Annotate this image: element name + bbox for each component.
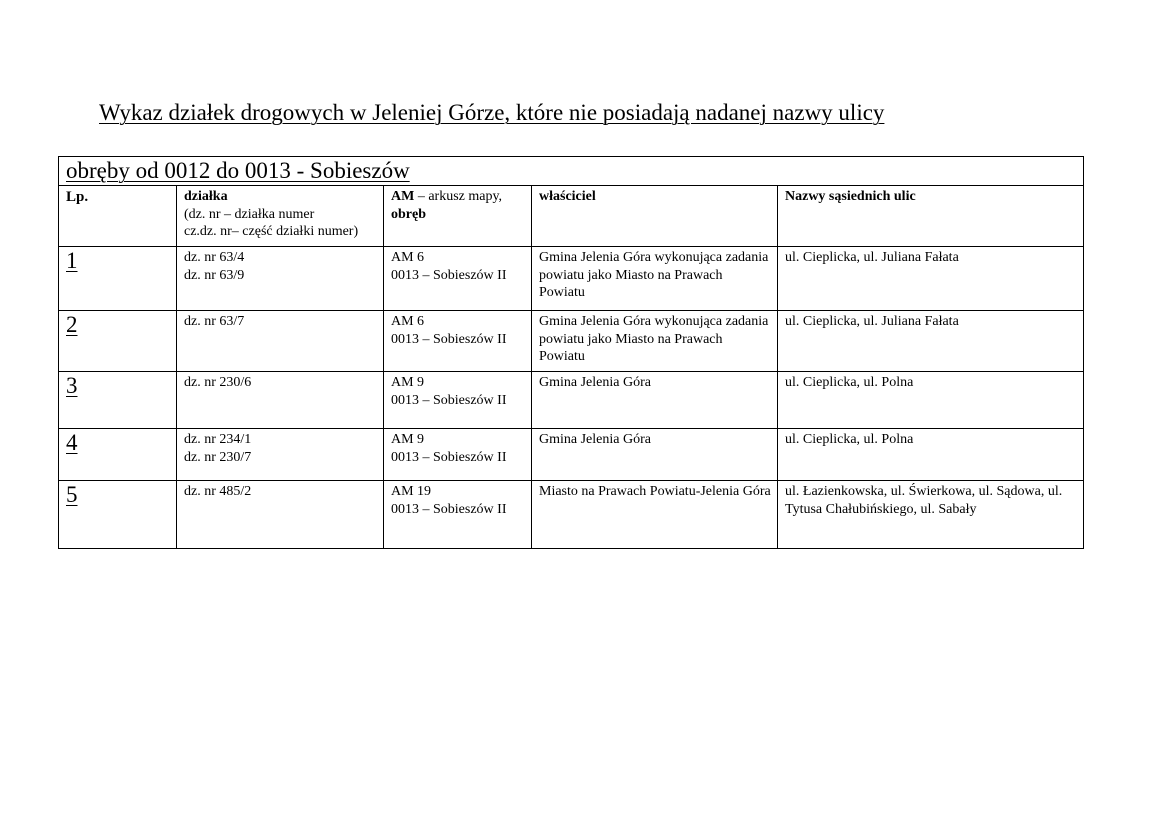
map-sheet-precinct: AM 9 0013 – Sobieszów II xyxy=(384,429,532,481)
row-number: 3 xyxy=(59,372,177,429)
table-row xyxy=(59,247,1084,311)
header-owner: właściciel xyxy=(532,186,778,247)
section-row xyxy=(59,157,1084,186)
header-am-obreb: AM – arkusz mapy, obręb xyxy=(384,186,532,247)
owner: Gmina Jelenia Góra xyxy=(532,429,778,481)
row-number: 1 xyxy=(59,247,177,311)
owner: Gmina Jelenia Góra xyxy=(532,372,778,429)
header-row xyxy=(59,186,1084,247)
header-dzialka: działka (dz. nr – działka numer cz.dz. nr– część działki numer) xyxy=(177,186,384,247)
plot-numbers: dz. nr 63/4 dz. nr 63/9 xyxy=(177,247,384,311)
map-sheet-precinct: AM 6 0013 – Sobieszów II xyxy=(384,247,532,311)
owner: Miasto na Prawach Powiatu-Jelenia Góra xyxy=(532,481,778,549)
table-row xyxy=(59,372,1084,429)
table-row xyxy=(59,311,1084,372)
neighbouring-streets: ul. Cieplicka, ul. Juliana Fałata xyxy=(778,247,1084,311)
road-plots-table xyxy=(58,156,1084,549)
table-row xyxy=(59,429,1084,481)
map-sheet-precinct: AM 9 0013 – Sobieszów II xyxy=(384,372,532,429)
plot-numbers: dz. nr 63/7 xyxy=(177,311,384,372)
document-title: Wykaz działek drogowych w Jeleniej Górze, które nie posiadają nadanej nazwy ulicy xyxy=(99,100,885,125)
plot-numbers: dz. nr 234/1 dz. nr 230/7 xyxy=(177,429,384,481)
header-lp: Lp. xyxy=(59,186,177,247)
map-sheet-precinct: AM 19 0013 – Sobieszów II xyxy=(384,481,532,549)
header-streets: Nazwy sąsiednich ulic xyxy=(778,186,1084,247)
row-number: 5 xyxy=(59,481,177,549)
neighbouring-streets: ul. Cieplicka, ul. Polna xyxy=(778,372,1084,429)
row-number: 4 xyxy=(59,429,177,481)
section-heading: obręby od 0012 do 0013 - Sobieszów xyxy=(59,157,1084,186)
plot-numbers: dz. nr 230/6 xyxy=(177,372,384,429)
neighbouring-streets: ul. Cieplicka, ul. Polna xyxy=(778,429,1084,481)
map-sheet-precinct: AM 6 0013 – Sobieszów II xyxy=(384,311,532,372)
owner: Gmina Jelenia Góra wykonująca zadania powiatu jako Miasto na Prawach Powiatu xyxy=(532,247,778,311)
neighbouring-streets: ul. Cieplicka, ul. Juliana Fałata xyxy=(778,311,1084,372)
neighbouring-streets: ul. Łazienkowska, ul. Świerkowa, ul. Sądowa, ul. Tytusa Chałubińskiego, ul. Sabały xyxy=(778,481,1084,549)
owner: Gmina Jelenia Góra wykonująca zadania powiatu jako Miasto na Prawach Powiatu xyxy=(532,311,778,372)
plot-numbers: dz. nr 485/2 xyxy=(177,481,384,549)
row-number: 2 xyxy=(59,311,177,372)
table-row xyxy=(59,481,1084,549)
